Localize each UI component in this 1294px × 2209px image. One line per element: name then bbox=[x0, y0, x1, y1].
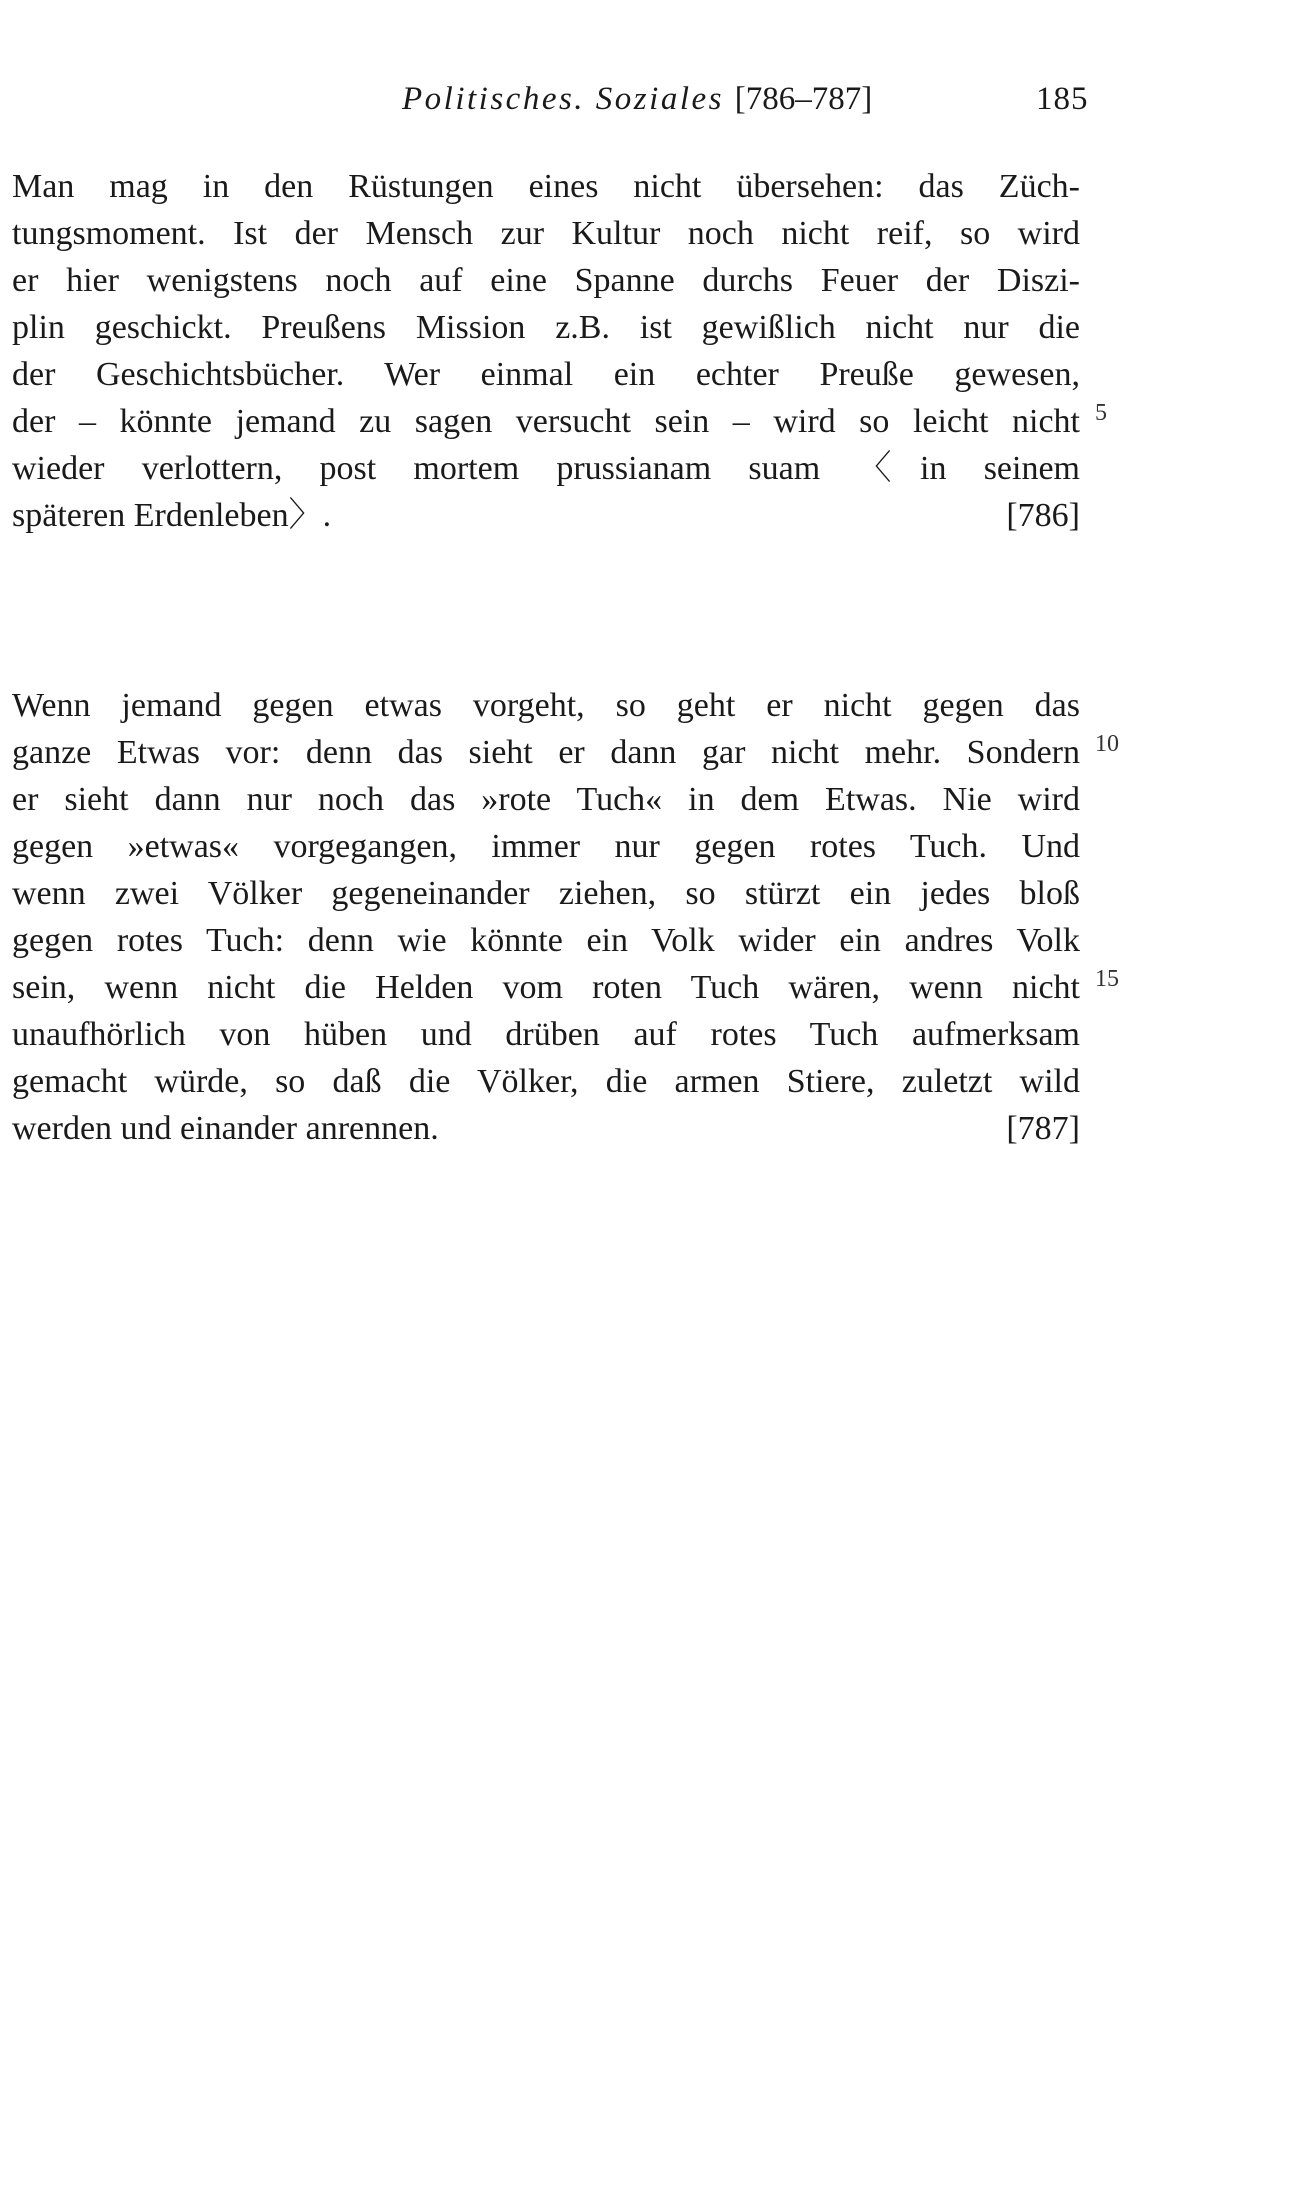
text-line: ganze Etwas vor: denn das sieht er dann gar nicht mehr. Sondern bbox=[12, 734, 1080, 771]
text-line: plin geschickt. Preußens Mission z.B. ist gewißlich nicht nur die bbox=[12, 309, 1080, 346]
text-line: wieder verlottern, post mortem prussianam suam 〈in seinem bbox=[12, 450, 1080, 487]
text-line: der – könnte jemand zu sagen versucht sein – wird so leicht nicht bbox=[12, 403, 1080, 440]
text-line-content: werden und einander anrennen. bbox=[12, 1110, 439, 1147]
text-line-content: späteren Erdenleben〉. bbox=[12, 497, 332, 534]
line-number-10: 10 bbox=[1095, 731, 1119, 757]
page-number: 185 bbox=[1036, 81, 1089, 117]
line-number-5: 5 bbox=[1095, 400, 1107, 426]
text-line: gegen »etwas« vorgegangen, immer nur gegen rotes Tuch. Und bbox=[12, 828, 1080, 865]
text-line: unaufhörlich von hüben und drüben auf rotes Tuch aufmerksam bbox=[12, 1016, 1080, 1053]
text-line: Wenn jemand gegen etwas vorgeht, so geht er nicht gegen das bbox=[12, 687, 1080, 724]
text-line-last bbox=[12, 492, 1080, 539]
running-range: [786–787] bbox=[734, 81, 873, 117]
paragraph-787 bbox=[12, 682, 1080, 1152]
text-line: sein, wenn nicht die Helden vom roten Tuch wären, wenn nicht bbox=[12, 969, 1080, 1006]
text-line: er hier wenigstens noch auf eine Spanne durchs Feuer der Diszi- bbox=[12, 262, 1080, 299]
text-line: er sieht dann nur noch das »rote Tuch« in dem Etwas. Nie wird bbox=[12, 781, 1080, 818]
running-header bbox=[402, 74, 1102, 124]
aphorism-number: [787] bbox=[1006, 1110, 1080, 1147]
text-line: der Geschichtsbücher. Wer einmal ein echter Preuße gewesen, bbox=[12, 356, 1080, 393]
text-line: gemacht würde, so daß die Völker, die armen Stiere, zuletzt wild bbox=[12, 1063, 1080, 1100]
text-line: Man mag in den Rüstungen eines nicht übersehen: das Züch- bbox=[12, 168, 1080, 205]
paragraph-786 bbox=[12, 163, 1080, 539]
text-line: gegen rotes Tuch: denn wie könnte ein Volk wider ein andres Volk bbox=[12, 922, 1080, 959]
line-number-15: 15 bbox=[1095, 966, 1119, 992]
text-line-last bbox=[12, 1105, 1080, 1152]
text-line: tungsmoment. Ist der Mensch zur Kultur noch nicht reif, so wird bbox=[12, 215, 1080, 252]
running-title: Politisches. Soziales [786–787] bbox=[402, 81, 873, 117]
aphorism-number: [786] bbox=[1006, 497, 1080, 534]
text-line: wenn zwei Völker gegeneinander ziehen, so stürzt ein jedes bloß bbox=[12, 875, 1080, 912]
